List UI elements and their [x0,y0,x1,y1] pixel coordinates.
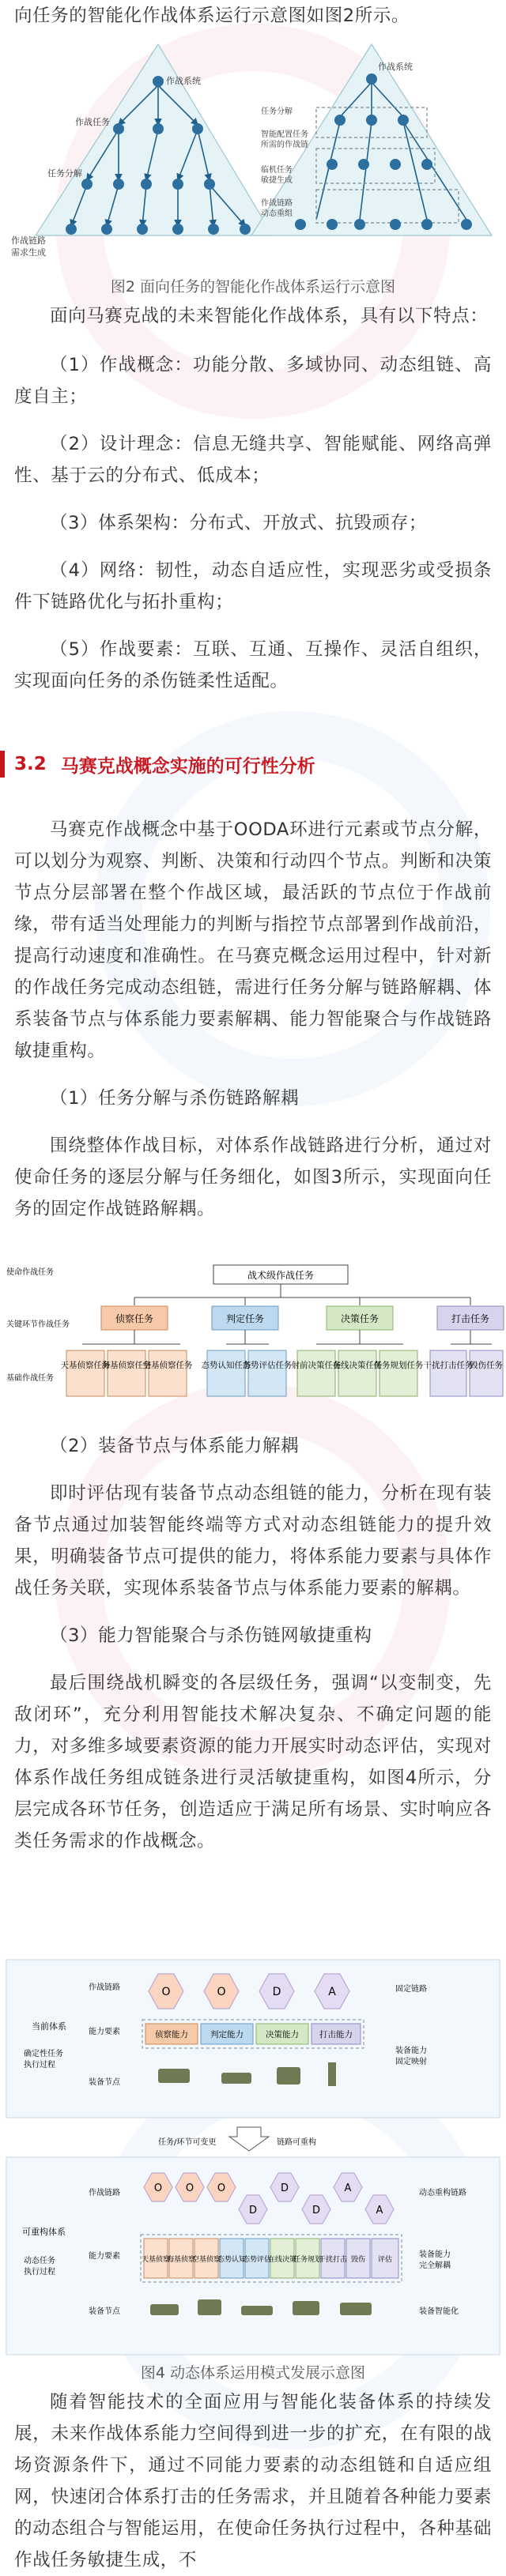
fig2-left-need: 需求生成 [11,247,46,258]
figure-4 [0,1958,506,2369]
fig3-leaf-9: 干扰打击任务 [423,1361,474,1370]
fig2-right-cfg1: 智能配置任务 [261,130,308,139]
fig3-mid-3: 决策任务 [340,1313,380,1324]
fig4-bottom-right2-b: 完全解耦 [419,2262,451,2270]
fig4-arrow-left: 任务/环节可变更 [158,2138,217,2147]
fig2-left-chain: 作战链路 [11,235,46,246]
fig4-bottom-ooda-5: D [280,2182,289,2194]
fig3-level-1: 使命作战任务 [6,1268,54,1277]
fig3-leaves [66,1350,503,1396]
paragraph-reconfig: 最后围绕战机瞬变的各层级任务，强调“以变制变，先敌闭环”，充分利用智能技术解决复杂、不确定问题的能力，对多维多域要素资源的能力开展实时动态评估，实现对体系作战任务组成链条进行灵活敏捷重构，如图4所示，分层完成各环节任务，创造适应于满足所有场景、实时响应各类任务需求的作战概念。 [14,1673,492,1851]
fig4-bottom-cap-5: 态势评估 [242,2256,272,2264]
fig4-bottom-ooda-4: D [248,2205,258,2216]
figure-2-caption: 图2 面向任务的智能化作战体系运行示意图 [110,278,396,296]
section-number: 3.2 [14,754,47,774]
feature-item-4: （4）网络：韧性，动态自适应性，实现恶劣或受损条件下链路优化与拓扑重构； [14,560,492,612]
fig2-right-reuse1: 作战链路 [261,199,293,208]
fig2-left-mid: 作战任务 [75,117,110,127]
fig4-top-row-3: 装备节点 [89,2078,120,2087]
fig4-bottom-cap-1: 天基侦察 [141,2256,171,2264]
fig4-bottom-row-1: 作战链路 [89,2189,120,2198]
fig4-arrow-right: 链路可重构 [277,2138,316,2147]
fig3-leaf-5: 态势评估任务 [242,1361,293,1370]
fig3-mid-2: 判定任务 [225,1313,265,1324]
subheading-2: （2）装备节点与体系能力解耦 [50,1436,300,1456]
fig4-bottom-row-2: 能力要素 [89,2252,120,2261]
fig4-top-ooda-1: O [161,1986,171,1998]
paragraph-ooda: 马赛克作战概念中基于OODA环进行元素或节点分解，可以划分为观察、判断、决策和行动四个节点。判断和决策节点分层部署在整个作战区域，最活跃的节点位于作战前缘，带有适当处理能力的判断与指控节点部署到作战前沿，提高行动速度和准确性。在马赛克概念运用过程中，针对新的作战任务完成动态组链，需进行任务分解与链路解耦、体系装备节点与体系能力要素解耦、能力智能聚合与作战链路敏捷重构。 [14,819,492,1061]
fig4-bottom-right2-a: 装备能力 [419,2250,451,2259]
fig4-bottom-ooda-8: A [376,2205,383,2216]
fig4-top-ooda-2: O [217,1986,226,1998]
fig4-top-side: 当前体系 [32,2021,66,2032]
fig2-right-cfg2: 所需的作战链 [261,141,308,149]
fig2-right-reuse2: 动态重组 [261,209,293,218]
fig3-level-3: 基础作战任务 [6,1374,54,1383]
fig4-bottom-cap-2: 海基侦察 [166,2256,196,2264]
fig4-top-right2-b: 固定映射 [395,2058,427,2066]
fig4-bottom-ooda-3: O [217,2182,226,2194]
fig3-leaf-6: 射前决策任务 [291,1361,342,1370]
feature-item-2: （2）设计理念：信息无缝共享、智能赋能、网络高弹性、基于云的分布式、低成本； [14,434,492,486]
fig2-right-decomp: 任务分解 [261,107,293,116]
section-bar [0,751,5,778]
fig3-leaf-8: 任务规划任务 [373,1361,424,1370]
subheading-1: （1）任务分解与杀伤链路解耦 [50,1088,300,1109]
fig4-top-right1: 固定链路 [395,1985,427,1994]
features-intro: 面向马赛克战的未来智能化作战体系，具有以下特点： [50,306,489,326]
fig3-mid-1: 侦察任务 [115,1313,154,1324]
figure-2 [0,38,506,267]
fig2-right-sense2: 敏捷生成 [261,176,293,185]
fig4-bottom-right3: 装备智能化 [419,2307,459,2316]
fig4-bottom-cap-6: 在线决策 [267,2256,297,2264]
fig4-bottom-side2-a: 动态任务 [24,2257,55,2265]
fig4-top-cap-1: 侦察能力 [155,2030,188,2039]
paragraph-task-decomp: 围绕整体作战目标，对体系作战链路进行分析，通过对使命任务的逐层分解与任务细化，如图3所示，实现面向任务的固定作战链路解耦。 [14,1135,492,1219]
fig3-level-2: 关键环节作战任务 [6,1320,70,1329]
fig4-bottom-cap-9: 毁伤 [350,2256,366,2264]
fig3-leaf-10: 毁伤任务 [470,1361,503,1370]
fig4-bottom-ooda-7: A [344,2182,352,2194]
fig4-top-cap-3: 决策能力 [266,2030,299,2039]
intro-line: 向任务的智能化作战体系运行示意图如图2所示。 [14,6,410,26]
paragraph-equipment: 即时评估现有装备节点动态组链的能力，分析在现有装备节点通过加装智能终端等方式对动态组链能力的提升效果，明确装备节点可提供的能力，将体系能力要素与具体作战任务关联，实现体系装备节点与体系能力要素的解耦。 [14,1483,492,1599]
fig4-bottom-right1: 动态重构链路 [419,2189,466,2198]
fig4-bottom-side: 可重构体系 [22,2227,66,2237]
figure-3 [0,1262,506,1428]
fig4-bottom-ooda-1: O [153,2182,163,2194]
subheading-3: （3）能力智能聚合与杀伤链网敏捷重构 [50,1625,372,1646]
fig2-left-task: 任务分解 [47,168,82,179]
feature-item-3: （3）体系架构：分布式、开放式、抗毁顽存； [50,513,427,533]
paragraph-future: 随着智能技术的全面应用与智能化装备体系的持续发展，未来作战体系能力空间得到进一步的扩充，在有限的战场资源条件下，通过不同能力要素的动态组链和自适应组网，快速闭合体系打击的任务需求，并且随着各种能力要素的动态组合与智能运用，在使命任务执行过程中，各种基础作战任务敏捷生成，不 [14,2392,492,2570]
fig3-mid-4: 打击任务 [451,1313,490,1324]
fig4-bottom-ooda-2: O [185,2182,194,2194]
fig3-leaf-1: 天基侦察任务 [60,1361,111,1370]
fig4-bottom-side2-b: 执行过程 [24,2268,55,2277]
fig4-bottom-cap-4: 态势认知 [217,2256,247,2264]
fig4-top-ooda-3: D [272,1986,281,1998]
fig3-leaf-4: 态势认知任务 [201,1361,251,1370]
fig3-leaf-3: 空基侦察任务 [142,1361,193,1370]
feature-item-5: （5）作战要素：互联、互通、互操作、灵活自组织，实现面向任务的杀伤链柔性适配。 [14,639,492,691]
fig2-right-top: 作战系统 [378,62,413,72]
fig4-top-side2-b: 执行过程 [24,2061,55,2069]
fig4-top-row-1: 作战链路 [89,1983,120,1992]
fig4-bottom-cap-7: 任务规划 [293,2256,323,2264]
fig4-bottom-cap-8: 干扰打击 [318,2256,348,2264]
fig4-bottom-ooda-6: D [312,2205,321,2216]
fig4-top-row-2: 能力要素 [89,2028,120,2036]
fig4-bottom-cap-10: 评估 [377,2256,393,2264]
fig4-bottom-cap-3: 空基侦察 [191,2256,221,2264]
figure-4-caption: 图4 动态体系运用模式发展示意图 [140,2364,366,2382]
fig4-top-cap-2: 判定能力 [210,2030,244,2039]
fig2-right-sense1: 临机任务 [261,166,293,175]
fig3-leaf-7: 在线决策任务 [332,1361,383,1370]
fig4-top-side2-a: 确定性任务 [24,2050,63,2058]
section-title: 马赛克战概念实施的可行性分析 [60,755,315,777]
fig4-bottom-row-3: 装备节点 [89,2307,120,2316]
fig3-root: 战术级作战任务 [247,1270,315,1281]
feature-item-1: （1）作战概念：功能分散、多域协同、动态组链、高度自主； [14,355,492,407]
fig2-left-top: 作战系统 [166,76,201,86]
fig4-top-right2-a: 装备能力 [395,2047,427,2055]
section-heading [0,748,315,781]
fig4-top-ooda-4: A [328,1986,336,1998]
fig3-leaf-2: 海基侦察任务 [101,1361,152,1370]
fig4-top-cap-4: 打击能力 [319,2030,353,2039]
